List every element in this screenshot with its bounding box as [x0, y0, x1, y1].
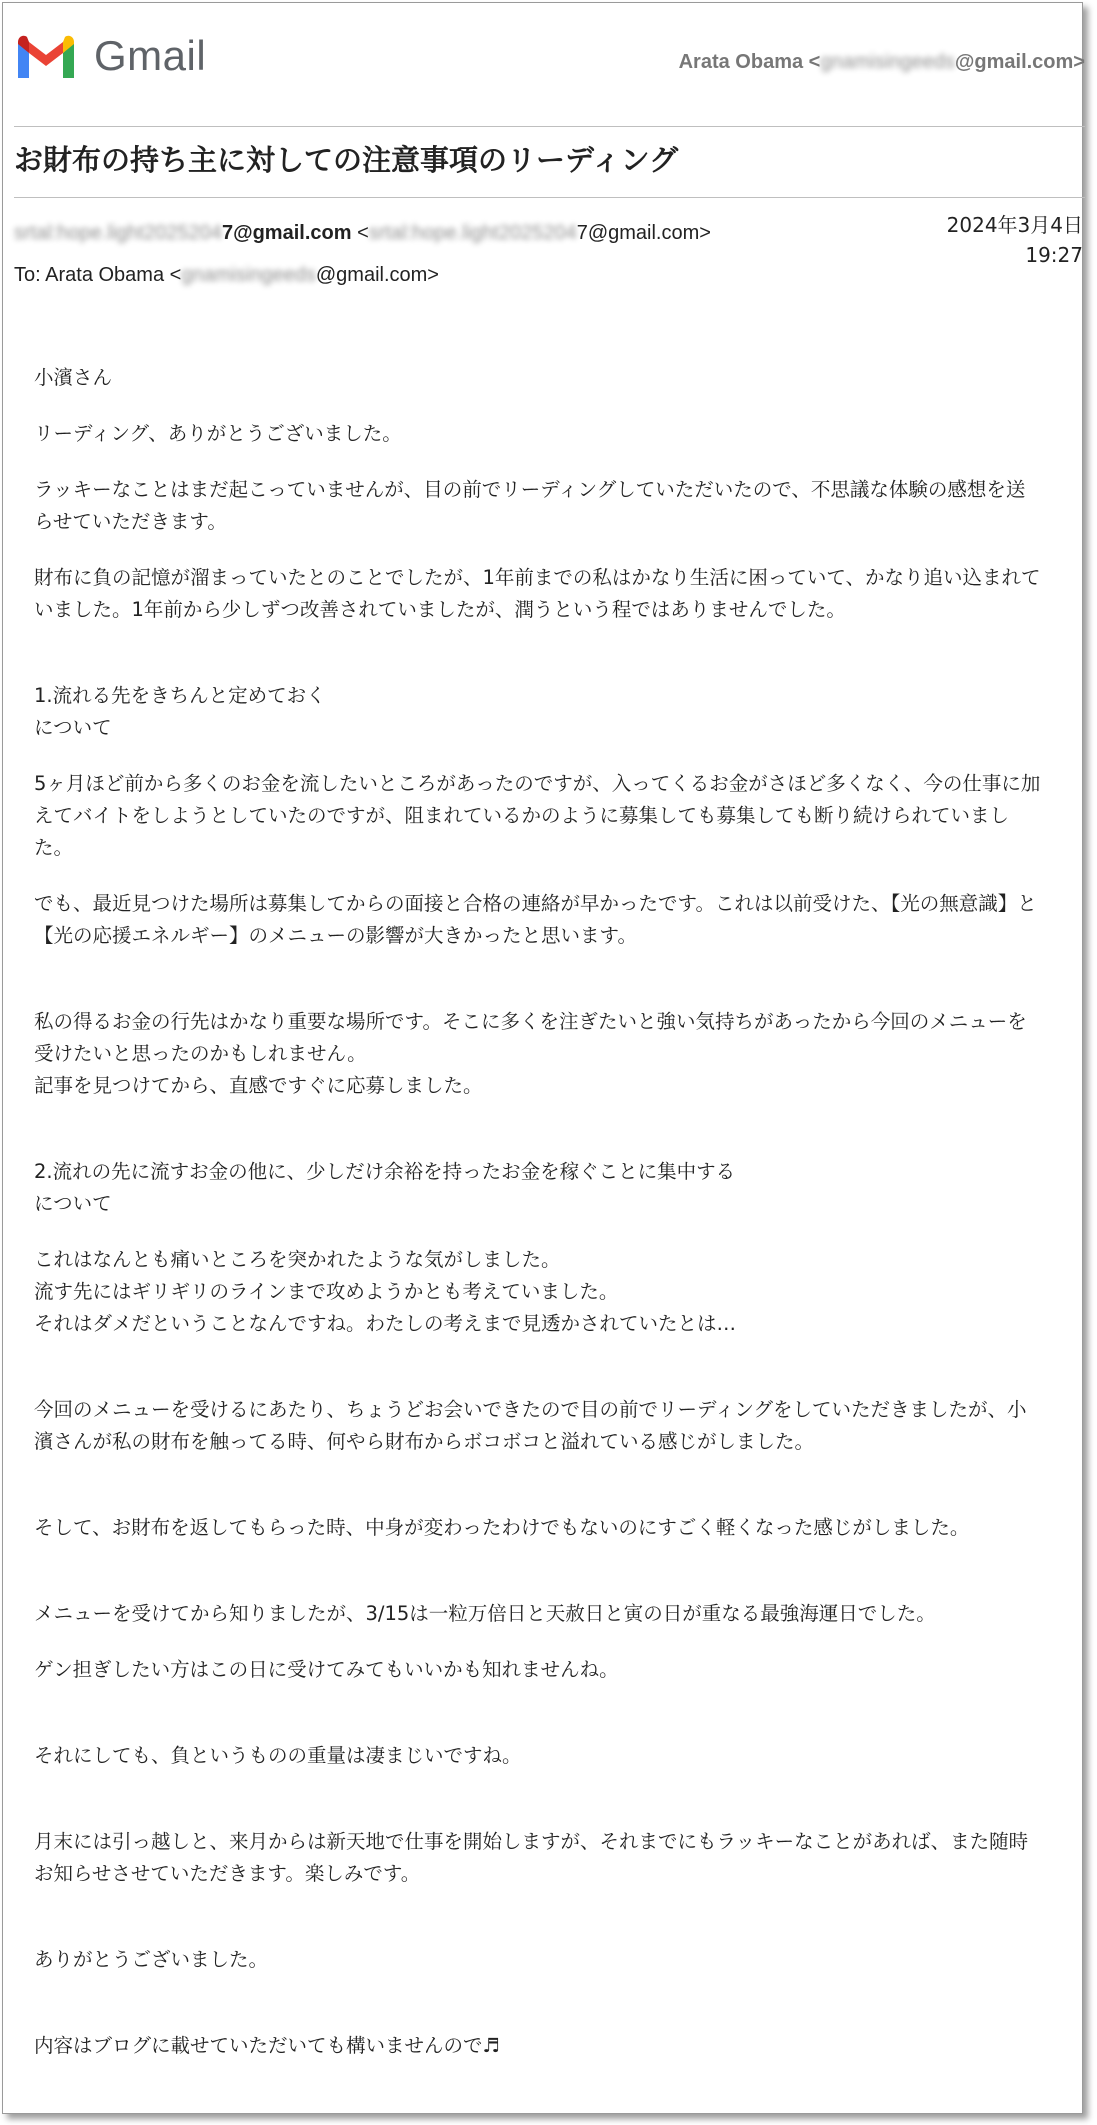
gmail-wordmark: Gmail	[94, 32, 207, 79]
sender-name	[14, 222, 352, 244]
sent-time: 19:27	[1025, 243, 1083, 267]
email-subject: お財布の持ち主に対しての注意事項のリーディング	[14, 143, 679, 177]
body-paragraph: これはなんとも痛いところを突かれたような気がしました。 流す先にはギリギリのラインまで攻めようかとも考えていました。 それはダメだということなんですね。わたしの考えまで見透かされていたとは…	[34, 1248, 737, 1335]
body-paragraph: 小濱さん	[34, 366, 113, 389]
body-paragraph: 5ヶ月ほど前から多くのお金を流したいところがあったのですが、入ってくるお金がさほど多くなく、今の仕事に加えてバイトをしようとしていたのですが、阻まれているかのように募集しても募集しても断り続けられていました。	[34, 772, 1041, 859]
body-paragraph: 内容はブログに載せていただいても構いませんので♬	[34, 2034, 500, 2057]
body-paragraph: メニューを受けてから知りましたが、3/15は一粒万倍日と天赦日と寅の日が重なる最強海運日でした。	[34, 1602, 936, 1625]
subject-divider	[14, 197, 1085, 198]
gmail-m-logo-icon	[14, 34, 78, 82]
body-paragraph: 財布に負の記憶が溜まっていたとのことでしたが、1年前までの私はかなり生活に困っていて、かなり追い込まれていました。1年前から少しずつ改善されていましたが、潤うという程ではありませんでした。	[34, 566, 1041, 621]
body-paragraph: 私の得るお金の行先はかなり重要な場所です。そこに多くを注ぎたいと強い気持ちがあったから今回のメニューを受けたいと思ったのかもしれません。 記事を見つけてから、直感ですぐに応募しました。	[34, 1010, 1027, 1097]
body-paragraph: ありがとうございました。	[34, 1948, 269, 1971]
body-paragraph: 今回のメニューを受けるにあたり、ちょうどお会いできたので目の前でリーディングをしていただきましたが、小濱さんが私の財布を触ってる時、何やら財布からボコボコと溢れている感じがしました。	[34, 1398, 1027, 1453]
sender-addr-masked: srtal:hope.light2025204	[368, 222, 577, 244]
recipient-label: To: Arata Obama <	[14, 264, 182, 286]
sender-name-suffix: 7@gmail.com	[221, 222, 352, 244]
sent-date: 2024年3月4日	[946, 213, 1083, 237]
sent-timestamp	[947, 210, 1083, 270]
sender-address	[357, 222, 711, 244]
email-body	[34, 362, 1044, 2062]
account-name: Arata Obama	[678, 51, 804, 73]
body-paragraph: でも、最近見つけた場所は募集してからの面接と合格の連絡が早かったです。これは以前受けた、【光の無意識】と【光の応援エネルギー】のメニューの影響が大きかったと思います。	[34, 892, 1037, 947]
body-paragraph: そして、お財布を返してもらった時、中身が変わったわけでもないのにすごく軽くなった感じがしました。	[34, 1516, 970, 1539]
recipient-masked: gnamisingeeds	[181, 264, 316, 286]
print-header	[12, 34, 1085, 94]
account-domain: @gmail.com>	[954, 51, 1085, 73]
body-paragraph: リーディング、ありがとうございました。	[34, 422, 402, 445]
account-open: <	[808, 51, 821, 73]
sender-line	[14, 222, 711, 245]
body-paragraph: それにしても、負というものの重量は凄まじいですね。	[34, 1744, 522, 1767]
recipient-line	[14, 264, 439, 287]
account-masked-user: gnamisingeeds	[820, 51, 955, 73]
sender-addr-open: <	[357, 222, 369, 244]
body-paragraph: ゲン担ぎしたい方はこの日に受けてみてもいいかも知れませんね。	[34, 1658, 619, 1681]
body-paragraph: 月末には引っ越しと、来月からは新天地で仕事を開始しますが、それまでにもラッキーなことがあれば、また随時お知らせさせていただきます。楽しみです。	[34, 1830, 1029, 1885]
sender-addr-suffix: 7@gmail.com>	[576, 222, 711, 244]
header-divider	[14, 126, 1085, 127]
account-identity	[679, 51, 1085, 74]
sender-name-masked: srtal:hope.light2025204	[14, 222, 222, 244]
recipient-domain: @gmail.com>	[315, 264, 439, 286]
body-paragraph: 1.流れる先をきちんと定めておく について	[34, 684, 326, 739]
body-paragraph: 2.流れの先に流すお金の他に、少しだけ余裕を持ったお金を稼ぐことに集中する について	[34, 1160, 736, 1215]
body-paragraph: ラッキーなことはまだ起こっていませんが、目の前でリーディングしていただいたので、不思議な体験の感想を送らせていただきます。	[34, 478, 1026, 533]
